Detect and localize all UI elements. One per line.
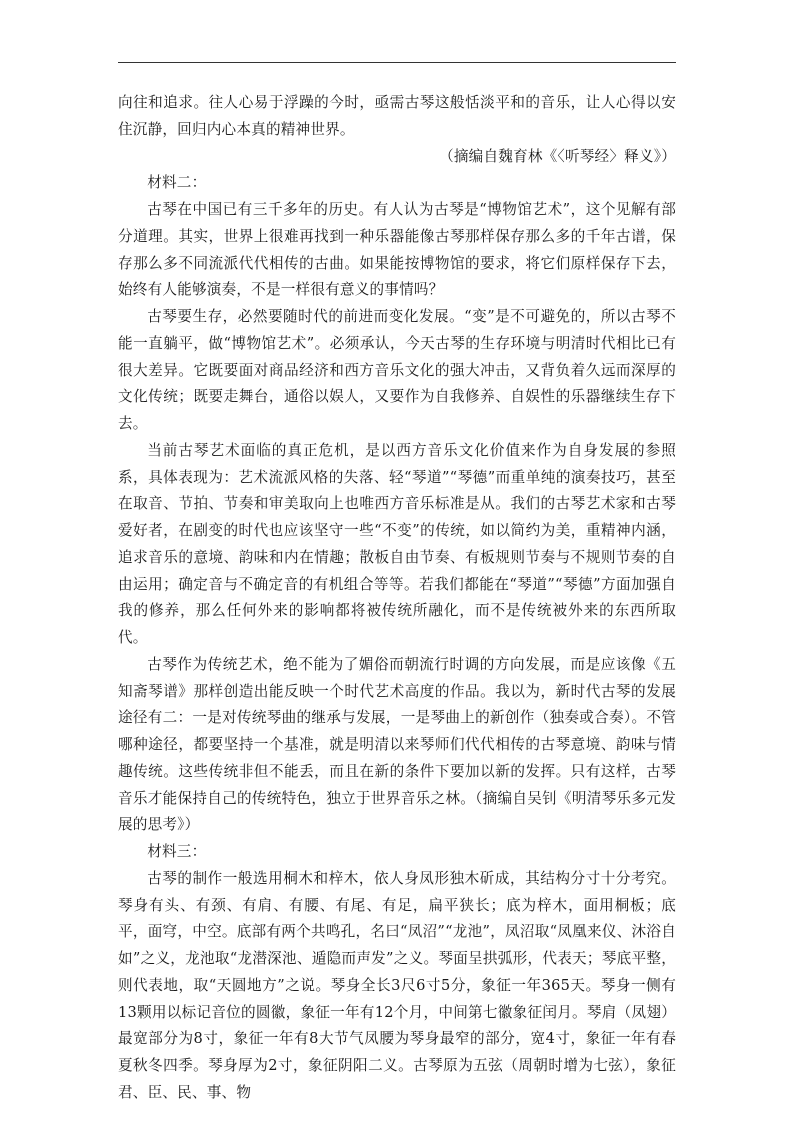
section-heading-material-3: 材料三： [147, 843, 207, 860]
paragraph-continuation: 向往和追求。往人心易于浮躁的今时，亟需古琴这般恬淡平和的音乐，让人心得以安住沉静，回归内心本真的精神世界。 [118, 94, 676, 138]
paragraph: 古琴作为传统艺术，绝不能为了媚俗而朝流行时调的方向发展，而是应该像《五知斋琴谱》那样创造出能反映一个时代艺术高度的作品。我以为，新时代古琴的发展途径有二：一是对传统琴曲的继承与发展，一是琴曲上的新创作（独奏或合奏）。不管哪种途径，都要坚持一个基准，就是明清以来琴师们代代相传的古琴意境、韵味与情趣传统。这些传统非但不能丢，而且在新的条件下要加以新的发挥。只有这样，古琴音乐才能保持自己的传统特色，独立于世界音乐之林。（摘编自吴钊《明清琴乐多元发展的思考》） [118, 655, 676, 834]
header-rule [118, 62, 676, 63]
paragraph: 古琴要生存，必然要随时代的前进而变化发展。“变”是不可避免的，所以古琴不能一直躺平，做“博物馆艺术”。必须承认，今天古琴的生存环境与明清时代相比已有很大差异。它既要面对商品经济和西方音乐文化的强大冲击，又背负着久远而深厚的文化传统；既要走舞台，通俗以娱人，又要作为自我修养、自娱性的乐器继续生存下去。 [118, 308, 676, 432]
paragraph: 古琴的制作一般选用桐木和梓木，依人身凤形独木斫成，其结构分寸十分考究。琴身有头、有颈、有肩、有腰、有尾、有足，扁平狭长；底为梓木，面用桐板；底平，面穹，中空。底部有两个共鸣孔，名曰“凤沼”“龙池”，凤沼取“凤凰来仪、沐浴自如”之义，龙池取“龙潜深池、遁隐而声发”之义。琴面呈拱弧形，代表天；琴底平整，则代表地，取“天圆地方”之说。琴身全长3尺6寸5分，象征一年365天。琴身一侧有13颗用以标记音位的圆徽，象征一年有12个月，中间第七徽象征闰月。琴肩（凤翅）最宽部分为8寸，象征一年有8大节气凤腰为琴身最窄的部分，宽4寸，象征一年有春夏秋冬四季。琴身厚为2寸，象征阴阳二义。古琴原为五弦（周朝时增为七弦），象征君、臣、民、事、物 [118, 869, 676, 1101]
paragraph: 当前古琴艺术面临的真正危机，是以西方音乐文化价值来作为自身发展的参照系，具体表现为：艺术流派风格的失落、轻“琴道”“琴德”而重单纯的演奏技巧，甚至在取音、节拍、节奏和审美取向上也唯西方音乐标准是从。我们的古琴艺术家和古琴爱好者，在剧变的时代也应该坚守一些“不变”的传统，如以简约为美，重精神内涵，追求音乐的意境、韵味和内在情趣；散板自由节奏、有板规则节奏与不规则节奏的自由运用；确定音与不确定音的有机组合等等。若我们都能在“琴道”“琴德”方面加强自我的修养，那么任何外来的影响都将被传统所融化，而不是传统被外来的东西所取代。 [118, 441, 676, 646]
document-body [118, 90, 676, 1107]
source-citation: （摘编自魏育林《〈听琴经〉释义》） [439, 147, 676, 165]
paragraph: 古琴在中国已有三千多年的历史。有人认为古琴是“博物馆艺术”，这个见解有部分道理。其实，世界上很难再找到一种乐器能像古琴那样保存那么多的千年古谱，保存那么多不同流派代代相传的古曲。如果能按博物馆的要求，将它们原样保存下去，始终有人能够演奏，不是一样很有意义的事情吗？ [118, 201, 676, 299]
section-heading-material-2: 材料二： [147, 174, 207, 192]
